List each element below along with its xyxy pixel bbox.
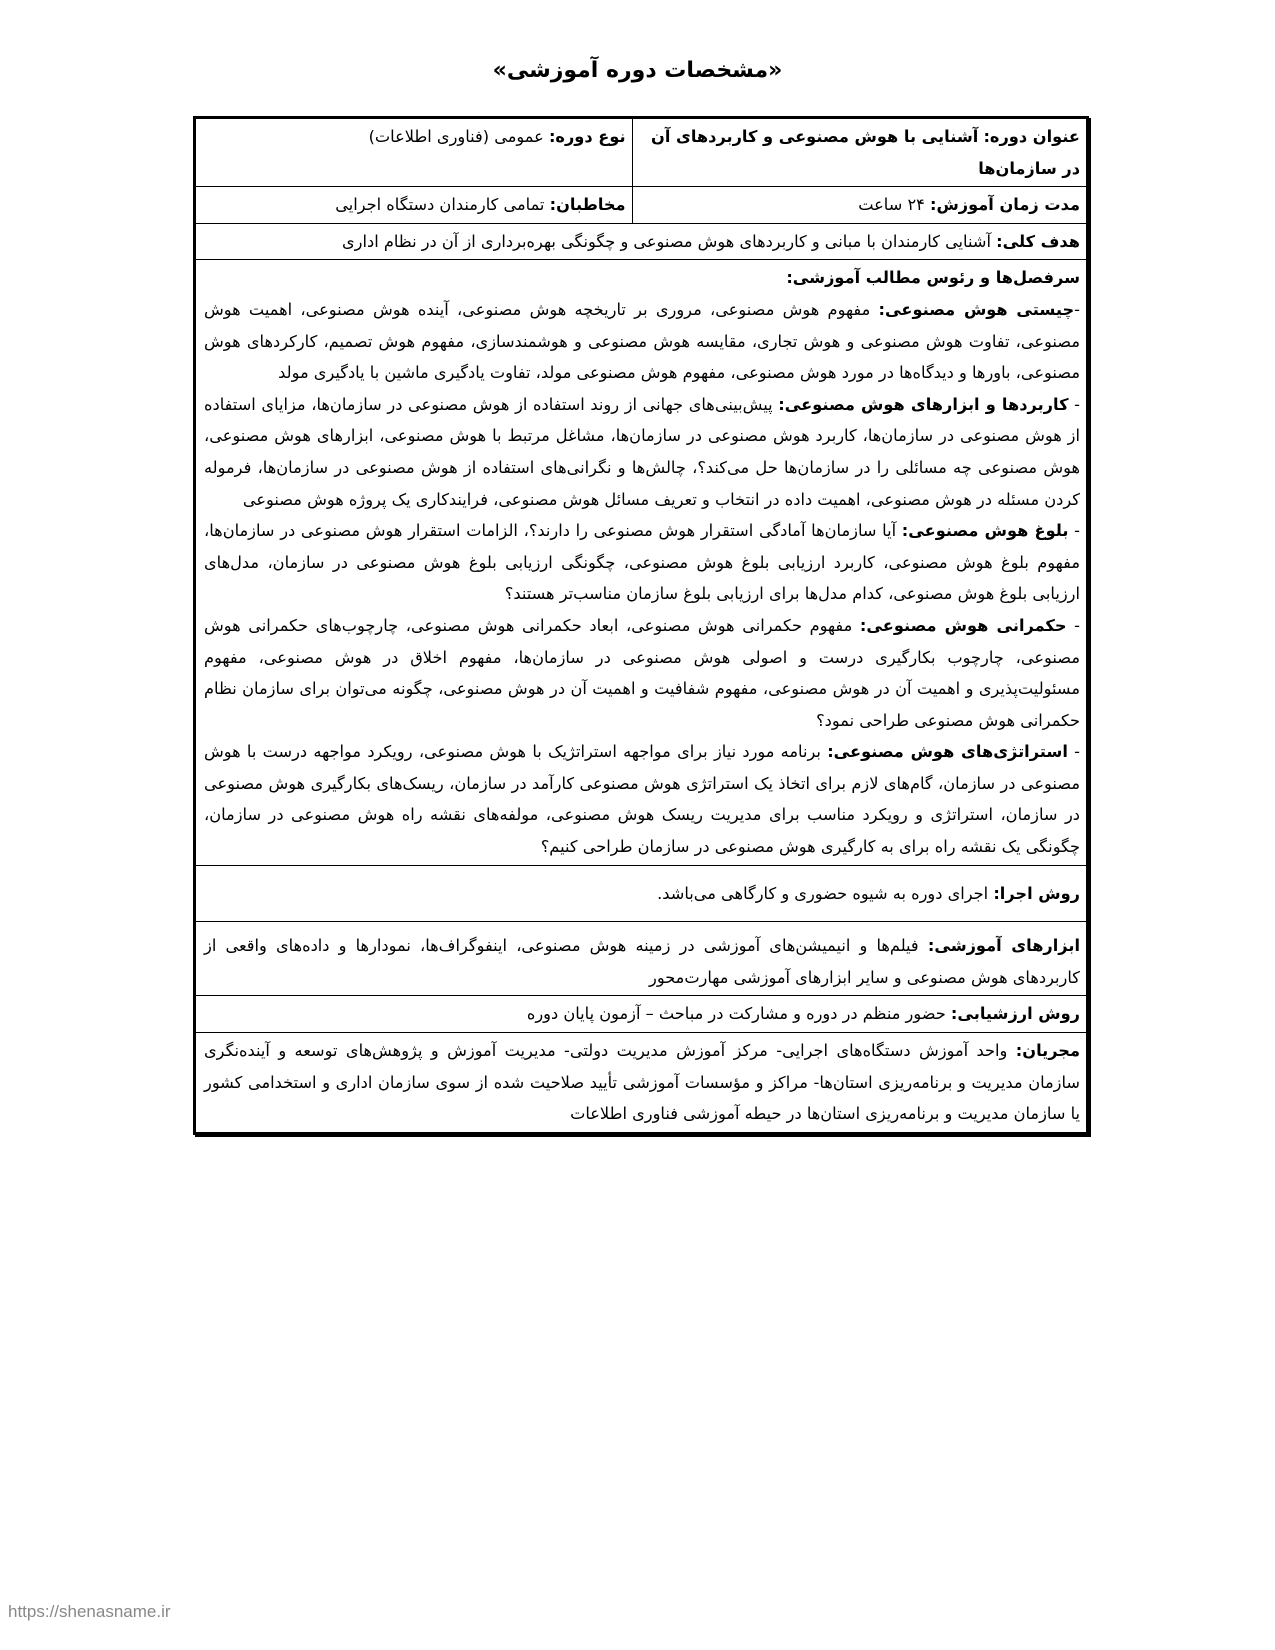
topic-text: برنامه مورد نیاز برای مواجهه استراتژیک با هوش مصنوعی، رویکرد مواجهه درست با هوش مصنوعی در سازمان، گام‌های لازم برای اتخاذ یک استراتژی هوش مصنوعی کارآمد در سازمان، ریسک‌های بکارگیری هوش مصنوعی در سازمان، استراتژی و رویکرد مناسب برای مدیریت ریسک هوش مصنوعی، مولفه‌های نقشه راه هوش مصنوعی در سازمان، چگونگی یک نقشه راه برای به کارگیری هوش مصنوعی در سازمان طراحی کنیم؟ [204, 742, 1080, 857]
executors-value: واحد آموزش دستگاه‌های اجرایی- مرکز آموزش مدیریت دولتی- مدیریت آموزش و پژوهش‌های توسعه و آینده‌نگری سازمان مدیریت و برنامه‌ریزی استان‌ها- مراکز و مؤسسات آموزشی تأیید صلاحیت شده از سوی سازمان اداری و استخدامی کشور یا سازمان مدیریت و برنامه‌ریزی استان‌ها در حیطه آموزشی فناوری اطلاعات [204, 1041, 1080, 1124]
topic-label: بلوغ هوش مصنوعی: [901, 521, 1069, 541]
course-spec-frame [193, 116, 1089, 1135]
topic-text: مفهوم حکمرانی هوش مصنوعی، ابعاد حکمرانی هوش مصنوعی، چارچوب‌های حکمرانی هوش مصنوعی، چارچوب بکارگیری درست و اصولی هوش مصنوعی در سازمان‌ها، مفهوم اخلاق در هوش مصنوعی، مفهوم مسئولیت‌پذیری و اهمیت آن در هوش مصنوعی، مفهوم شفافیت و اهمیت آن در هوش مصنوعی، چگونه می‌توان برای سازمان نظام حکمرانی هوش مصنوعی طراحی نمود؟ [204, 615, 1080, 730]
goal-row [196, 223, 1087, 260]
topic-item: - کاربردها و ابزارهای هوش مصنوعی: پیش‌بینی‌های جهانی از روند استفاده از هوش مصنوعی در سازمان‌ها، مزایای استفاده از هوش مصنوعی در سازمان‌ها، کاربرد هوش مصنوعی در سازمان‌ها، مشاغل مرتبط با هوش مصنوعی، ابزارهای هوش مصنوعی، هوش مصنوعی چه مسائلی را در سازمان‌ها حل می‌کند؟، چالش‌ها و نگرانی‌های استفاده از هوش مصنوعی در سازمان‌ها، فرموله کردن مسئله در هوش مصنوعی، اهمیت داده در انتخاب و تعریف مسائل هوش مصنوعی، فرایندکاری یک پروژه هوش مصنوعی [204, 394, 1080, 509]
topics-cell [196, 260, 1087, 865]
topics-heading: سرفصل‌ها و رئوس مطالب آموزشی: [786, 268, 1080, 288]
footer-url[interactable]: https://shenasname.ir [8, 1602, 171, 1621]
duration-label: مدت زمان آموزش: [930, 195, 1080, 215]
topic-item: -چیستی هوش مصنوعی: مفهوم هوش مصنوعی، مروری بر تاریخچه هوش مصنوعی، آینده هوش مصنوعی، اهمیت هوش مصنوعی، تفاوت هوش مصنوعی و هوش تجاری، مقایسه هوش مصنوعی و هوشمندسازی، مفهوم هوش تصمیم، کارکردهای هوش مصنوعی، باورها و دیدگاه‌ها در مورد هوش مصنوعی، مفهوم هوش مصنوعی مولد، تفاوت یادگیری ماشین با یادگیری مولد [204, 299, 1080, 383]
evaluation-value: حضور منظم در دوره و مشارکت در مباحث – آزمون پایان دوره [526, 1004, 946, 1024]
goal-label: هدف کلی: [996, 231, 1080, 251]
topics-row [196, 260, 1087, 865]
topic-label: حکمرانی هوش مصنوعی: [859, 615, 1067, 635]
audience-label: مخاطبان: [549, 195, 626, 215]
title-row [196, 119, 1087, 187]
course-spec-table [195, 118, 1087, 1133]
topic-label: کاربردها و ابزارهای هوش مصنوعی: [778, 394, 1069, 414]
course-title-label: عنوان دوره: [983, 127, 1080, 146]
evaluation-cell [196, 996, 1087, 1033]
topic-item: - استراتژی‌های هوش مصنوعی: برنامه مورد نیاز برای مواجهه استراتژیک با هوش مصنوعی، رویکرد مواجهه درست با هوش مصنوعی در سازمان، گام‌های لازم برای اتخاذ یک استراتژی هوش مصنوعی کارآمد در سازمان، ریسک‌های بکارگیری هوش مصنوعی در سازمان، استراتژی و رویکرد مناسب برای مدیریت ریسک هوش مصنوعی، مولفه‌های نقشه راه هوش مصنوعی در سازمان، چگونگی یک نقشه راه برای به کارگیری هوش مصنوعی در سازمان طراحی کنیم؟ [204, 742, 1080, 857]
audience-cell [196, 187, 633, 224]
page-title: «مشخصات دوره آموزشی» [492, 58, 783, 83]
goal-value: آشنایی کارمندان با مبانی و کاربردهای هوش مصنوعی و چگونگی بهره‌برداری از آن در نظام اداری [342, 231, 991, 251]
executors-cell [196, 1033, 1087, 1133]
topic-text: مفهوم هوش مصنوعی، مروری بر تاریخچه هوش مصنوعی، آینده هوش مصنوعی، اهمیت هوش مصنوعی، تفاوت هوش مصنوعی و هوش تجاری، مقایسه هوش مصنوعی و هوشمندسازی، مفهوم هوش تصمیم، کارکردهای هوش مصنوعی، باورها و دیدگاه‌ها در مورد هوش مصنوعی، مفهوم هوش مصنوعی مولد، تفاوت یادگیری ماشین با یادگیری مولد [204, 299, 1080, 383]
topic-label: استراتژی‌های هوش مصنوعی: [827, 742, 1068, 762]
duration-value: ۲۴ ساعت [858, 195, 925, 215]
evaluation-label: روش ارزشیابی: [950, 1004, 1080, 1024]
tools-label: ابزارهای آموزشی: [927, 936, 1080, 956]
topic-text: آیا سازمان‌ها آمادگی استقرار هوش مصنوعی را دارند؟، الزامات استقرار هوش مصنوعی در سازمان‌ها، مفهوم بلوغ هوش مصنوعی، کاربرد ارزیابی بلوغ هوش مصنوعی، چگونگی ارزیابی بلوغ هوش مصنوعی در سازمان، مدل‌های ارزیابی بلوغ هوش مصنوعی، کدام مدل‌ها برای ارزیابی بلوغ سازمان مناسب‌تر هستند؟ [204, 521, 1080, 604]
topic-label: چیستی هوش مصنوعی: [878, 299, 1075, 319]
topic-text: پیش‌بینی‌های جهانی از روند استفاده از هوش مصنوعی در سازمان‌ها، مزایای استفاده از هوش مصنوعی در سازمان‌ها، کاربرد هوش مصنوعی در سازمان‌ها، مشاغل مرتبط با هوش مصنوعی، ابزارهای هوش مصنوعی، هوش مصنوعی چه مسائلی را در سازمان‌ها حل می‌کند؟، چالش‌ها و نگرانی‌های استفاده از هوش مصنوعی در سازمان‌ها، فرموله کردن مسئله در هوش مصنوعی، اهمیت داده در انتخاب و تعریف مسائل هوش مصنوعی، فرایندکاری یک پروژه هوش مصنوعی [204, 394, 1080, 509]
method-label: روش اجرا: [993, 883, 1080, 903]
tools-row [196, 922, 1087, 996]
executors-label: مجریان: [1015, 1041, 1080, 1061]
audience-value: تمامی کارمندان دستگاه اجرایی [335, 195, 545, 215]
method-row [196, 865, 1087, 922]
method-value: اجرای دوره به شیوه حضوری و کارگاهی می‌باشد. [657, 883, 989, 903]
tools-cell [196, 922, 1087, 996]
course-title-value: آشنایی با هوش مصنوعی و کاربردهای آن در سازمان‌ها [651, 127, 1080, 178]
tools-value: فیلم‌ها و انیمیشن‌های آموزشی در زمینه هوش مصنوعی، اینفوگراف‌ها، نمودارها و داده‌های واقعی از کاربردهای هوش مصنوعی و سایر ابزارهای آموزشی مهارت‌محور [204, 936, 1080, 987]
executors-row [196, 1033, 1087, 1133]
topic-item: - حکمرانی هوش مصنوعی: مفهوم حکمرانی هوش مصنوعی، ابعاد حکمرانی هوش مصنوعی، چارچوب‌های حکمرانی هوش مصنوعی، چارچوب بکارگیری درست و اصولی هوش مصنوعی در سازمان‌ها، مفهوم اخلاق در هوش مصنوعی، مفهوم مسئولیت‌پذیری و اهمیت آن در هوش مصنوعی، مفهوم شفافیت و اهمیت آن در هوش مصنوعی، چگونه می‌توان برای سازمان نظام حکمرانی هوش مصنوعی طراحی نمود؟ [204, 615, 1080, 730]
course-title-cell [632, 119, 1086, 187]
goal-cell [196, 223, 1087, 260]
duration-row [196, 187, 1087, 224]
duration-cell [632, 187, 1086, 224]
evaluation-row [196, 996, 1087, 1033]
topic-item: - بلوغ هوش مصنوعی: آیا سازمان‌ها آمادگی استقرار هوش مصنوعی را دارند؟، الزامات استقرار هوش مصنوعی در سازمان‌ها، مفهوم بلوغ هوش مصنوعی، کاربرد ارزیابی بلوغ هوش مصنوعی، چگونگی ارزیابی بلوغ هوش مصنوعی در سازمان، مدل‌های ارزیابی بلوغ هوش مصنوعی، کدام مدل‌ها برای ارزیابی بلوغ سازمان مناسب‌تر هستند؟ [204, 521, 1080, 604]
course-type-cell [196, 119, 633, 187]
course-type-value: عمومی (فناوری اطلاعات) [368, 127, 544, 146]
method-cell [196, 865, 1087, 922]
course-type-label: نوع دوره: [548, 127, 626, 146]
